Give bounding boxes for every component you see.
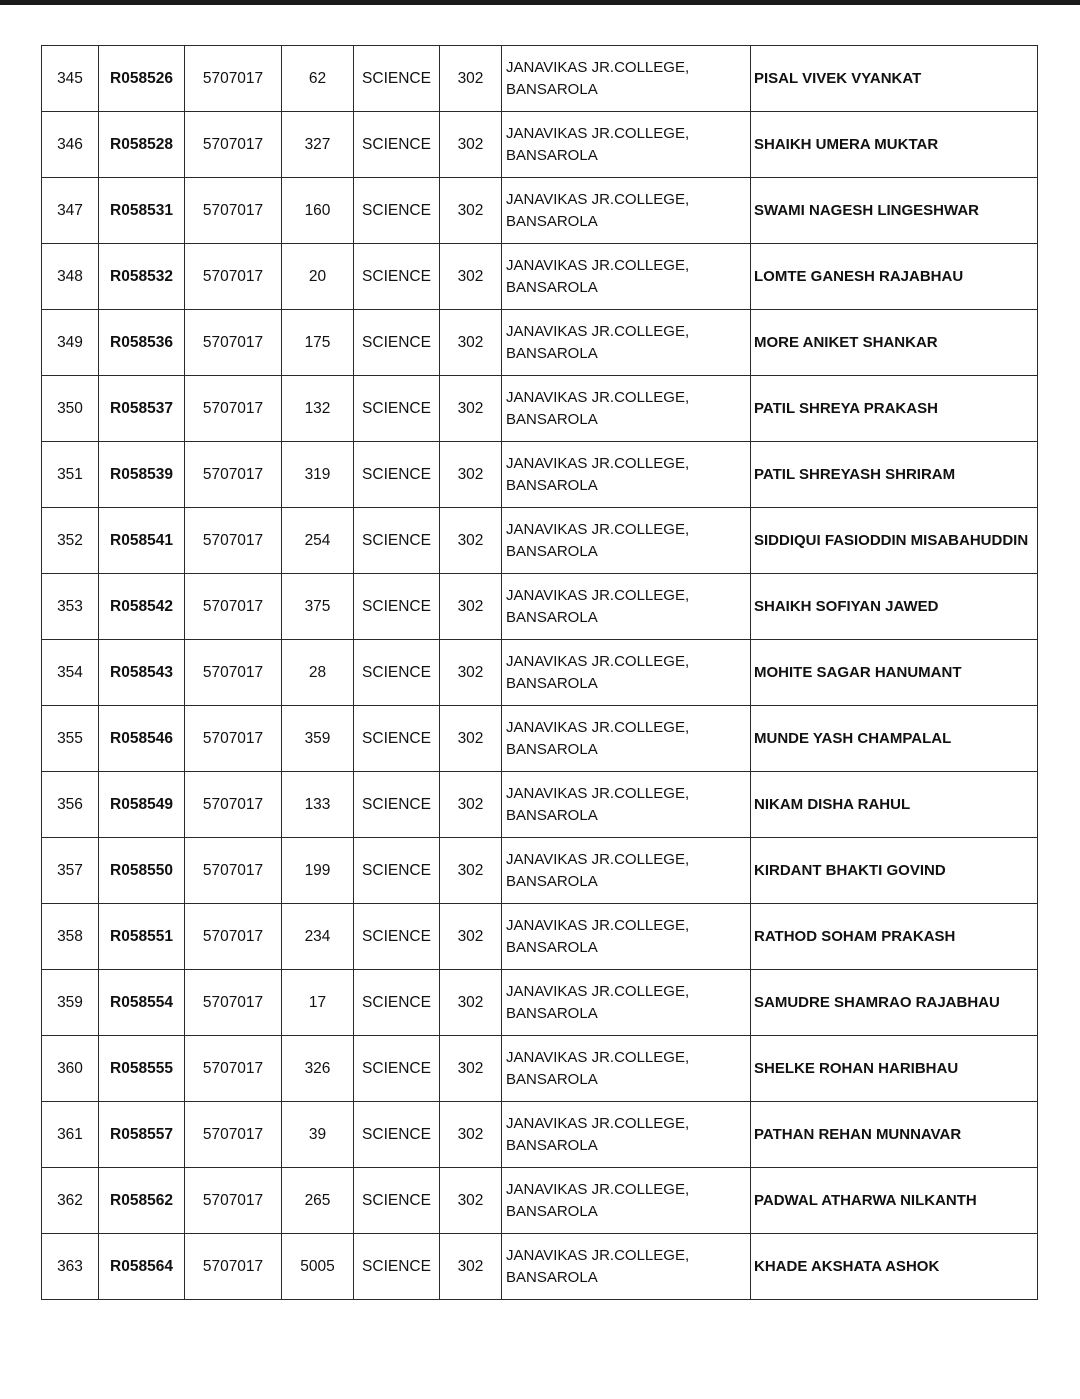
college-name-cell — [502, 112, 751, 178]
seat-number-cell: 5005 — [282, 1234, 354, 1300]
college-name-line1: JANAVIKAS JR.COLLEGE, — [506, 586, 690, 604]
table-row — [42, 1168, 1038, 1234]
center-code-cell: 302 — [440, 244, 502, 310]
college-name-cell — [502, 244, 751, 310]
college-name-cell — [502, 838, 751, 904]
college-code-cell: 5707017 — [185, 574, 282, 640]
seat-number-cell: 375 — [282, 574, 354, 640]
serial-number-cell: 355 — [42, 706, 99, 772]
serial-number-cell: 349 — [42, 310, 99, 376]
center-code-cell: 302 — [440, 178, 502, 244]
student-name-cell: SAMUDRE SHAMRAO RAJABHAU — [751, 970, 1038, 1036]
roll-number-cell: R058526 — [99, 46, 185, 112]
college-name-line1: JANAVIKAS JR.COLLEGE, — [506, 388, 690, 406]
college-name-line1: JANAVIKAS JR.COLLEGE, — [506, 124, 690, 142]
college-name-line1: JANAVIKAS JR.COLLEGE, — [506, 982, 690, 1000]
roll-number-cell: R058549 — [99, 772, 185, 838]
serial-number-cell: 353 — [42, 574, 99, 640]
college-name-line1: JANAVIKAS JR.COLLEGE, — [506, 1048, 690, 1066]
roll-number-cell: R058541 — [99, 508, 185, 574]
seat-number-cell: 160 — [282, 178, 354, 244]
serial-number-cell: 348 — [42, 244, 99, 310]
college-name-cell — [502, 1168, 751, 1234]
college-name-cell — [502, 772, 751, 838]
college-code-cell: 5707017 — [185, 1036, 282, 1102]
stream-cell: SCIENCE — [354, 1102, 440, 1168]
student-name-cell: MORE ANIKET SHANKAR — [751, 310, 1038, 376]
stream-cell: SCIENCE — [354, 640, 440, 706]
stream-cell: SCIENCE — [354, 904, 440, 970]
college-name-line2: BANSAROLA — [506, 80, 598, 98]
table-row — [42, 838, 1038, 904]
center-code-cell: 302 — [440, 772, 502, 838]
student-name-cell: PATIL SHREYASH SHRIRAM — [751, 442, 1038, 508]
college-name-line2: BANSAROLA — [506, 938, 598, 956]
table-row — [42, 970, 1038, 1036]
college-code-cell: 5707017 — [185, 838, 282, 904]
seat-number-cell: 39 — [282, 1102, 354, 1168]
college-name-cell — [502, 376, 751, 442]
college-code-cell: 5707017 — [185, 508, 282, 574]
serial-number-cell: 363 — [42, 1234, 99, 1300]
seat-number-cell: 326 — [282, 1036, 354, 1102]
college-name-line2: BANSAROLA — [506, 542, 598, 560]
college-name-line2: BANSAROLA — [506, 872, 598, 890]
serial-number-cell: 362 — [42, 1168, 99, 1234]
college-name-cell — [502, 1102, 751, 1168]
college-name-line1: JANAVIKAS JR.COLLEGE, — [506, 190, 690, 208]
student-name-cell: KIRDANT BHAKTI GOVIND — [751, 838, 1038, 904]
serial-number-cell: 357 — [42, 838, 99, 904]
stream-cell: SCIENCE — [354, 508, 440, 574]
college-code-cell: 5707017 — [185, 1234, 282, 1300]
college-name-line1: JANAVIKAS JR.COLLEGE, — [506, 1114, 690, 1132]
college-name-line1: JANAVIKAS JR.COLLEGE, — [506, 1246, 690, 1264]
center-code-cell: 302 — [440, 112, 502, 178]
stream-cell: SCIENCE — [354, 46, 440, 112]
roll-number-cell: R058536 — [99, 310, 185, 376]
college-name-line1: JANAVIKAS JR.COLLEGE, — [506, 718, 690, 736]
college-name-line2: BANSAROLA — [506, 146, 598, 164]
student-name-cell: SHAIKH SOFIYAN JAWED — [751, 574, 1038, 640]
college-name-line2: BANSAROLA — [506, 212, 598, 230]
serial-number-cell: 347 — [42, 178, 99, 244]
stream-cell: SCIENCE — [354, 838, 440, 904]
center-code-cell: 302 — [440, 838, 502, 904]
college-name-line2: BANSAROLA — [506, 740, 598, 758]
college-name-line2: BANSAROLA — [506, 278, 598, 296]
table-row — [42, 112, 1038, 178]
college-code-cell: 5707017 — [185, 904, 282, 970]
roll-number-cell: R058564 — [99, 1234, 185, 1300]
serial-number-cell: 352 — [42, 508, 99, 574]
student-name-cell: MUNDE YASH CHAMPALAL — [751, 706, 1038, 772]
college-name-line1: JANAVIKAS JR.COLLEGE, — [506, 652, 690, 670]
roll-number-cell: R058554 — [99, 970, 185, 1036]
college-name-cell — [502, 1234, 751, 1300]
roll-number-cell: R058528 — [99, 112, 185, 178]
college-code-cell: 5707017 — [185, 442, 282, 508]
seat-number-cell: 254 — [282, 508, 354, 574]
college-name-cell — [502, 1036, 751, 1102]
seat-number-cell: 20 — [282, 244, 354, 310]
table-row — [42, 706, 1038, 772]
college-code-cell: 5707017 — [185, 310, 282, 376]
seat-number-cell: 327 — [282, 112, 354, 178]
center-code-cell: 302 — [440, 376, 502, 442]
seat-number-cell: 17 — [282, 970, 354, 1036]
results-table-body — [42, 46, 1038, 1300]
college-name-line2: BANSAROLA — [506, 410, 598, 428]
top-rule — [0, 0, 1080, 5]
college-name-line1: JANAVIKAS JR.COLLEGE, — [506, 784, 690, 802]
student-name-cell: MOHITE SAGAR HANUMANT — [751, 640, 1038, 706]
student-name-cell: RATHOD SOHAM PRAKASH — [751, 904, 1038, 970]
college-name-line1: JANAVIKAS JR.COLLEGE, — [506, 256, 690, 274]
college-name-cell — [502, 310, 751, 376]
serial-number-cell: 361 — [42, 1102, 99, 1168]
table-row — [42, 1234, 1038, 1300]
college-name-line1: JANAVIKAS JR.COLLEGE, — [506, 454, 690, 472]
center-code-cell: 302 — [440, 442, 502, 508]
center-code-cell: 302 — [440, 310, 502, 376]
roll-number-cell: R058539 — [99, 442, 185, 508]
roll-number-cell: R058551 — [99, 904, 185, 970]
student-name-cell: PADWAL ATHARWA NILKANTH — [751, 1168, 1038, 1234]
college-name-line1: JANAVIKAS JR.COLLEGE, — [506, 322, 690, 340]
student-name-cell: SHELKE ROHAN HARIBHAU — [751, 1036, 1038, 1102]
college-code-cell: 5707017 — [185, 178, 282, 244]
college-name-line1: JANAVIKAS JR.COLLEGE, — [506, 58, 690, 76]
college-code-cell: 5707017 — [185, 772, 282, 838]
center-code-cell: 302 — [440, 1168, 502, 1234]
college-name-cell — [502, 706, 751, 772]
serial-number-cell: 354 — [42, 640, 99, 706]
student-name-cell: SHAIKH UMERA MUKTAR — [751, 112, 1038, 178]
serial-number-cell: 346 — [42, 112, 99, 178]
student-name-cell: NIKAM DISHA RAHUL — [751, 772, 1038, 838]
stream-cell: SCIENCE — [354, 706, 440, 772]
serial-number-cell: 356 — [42, 772, 99, 838]
college-name-line2: BANSAROLA — [506, 608, 598, 626]
roll-number-cell: R058543 — [99, 640, 185, 706]
table-row — [42, 1102, 1038, 1168]
college-name-line2: BANSAROLA — [506, 1070, 598, 1088]
seat-number-cell: 359 — [282, 706, 354, 772]
table-row — [42, 46, 1038, 112]
college-name-line2: BANSAROLA — [506, 1004, 598, 1022]
center-code-cell: 302 — [440, 970, 502, 1036]
center-code-cell: 302 — [440, 1234, 502, 1300]
serial-number-cell: 358 — [42, 904, 99, 970]
stream-cell: SCIENCE — [354, 574, 440, 640]
roll-number-cell: R058550 — [99, 838, 185, 904]
roll-number-cell: R058562 — [99, 1168, 185, 1234]
seat-number-cell: 265 — [282, 1168, 354, 1234]
college-name-cell — [502, 508, 751, 574]
results-table — [41, 45, 1038, 1300]
stream-cell: SCIENCE — [354, 178, 440, 244]
college-name-line1: JANAVIKAS JR.COLLEGE, — [506, 1180, 690, 1198]
college-name-line2: BANSAROLA — [506, 1202, 598, 1220]
stream-cell: SCIENCE — [354, 112, 440, 178]
table-row — [42, 178, 1038, 244]
student-name-cell: PISAL VIVEK VYANKAT — [751, 46, 1038, 112]
roll-number-cell: R058542 — [99, 574, 185, 640]
college-code-cell: 5707017 — [185, 244, 282, 310]
college-name-cell — [502, 640, 751, 706]
college-name-line2: BANSAROLA — [506, 344, 598, 362]
college-name-line2: BANSAROLA — [506, 1136, 598, 1154]
seat-number-cell: 62 — [282, 46, 354, 112]
student-name-cell: SIDDIQUI FASIODDIN MISABAHUDDIN — [751, 508, 1038, 574]
stream-cell: SCIENCE — [354, 376, 440, 442]
table-row — [42, 376, 1038, 442]
table-row — [42, 244, 1038, 310]
student-name-cell: PATIL SHREYA PRAKASH — [751, 376, 1038, 442]
student-name-cell: KHADE AKSHATA ASHOK — [751, 1234, 1038, 1300]
college-code-cell: 5707017 — [185, 1168, 282, 1234]
table-row — [42, 442, 1038, 508]
college-code-cell: 5707017 — [185, 46, 282, 112]
center-code-cell: 302 — [440, 1036, 502, 1102]
roll-number-cell: R058532 — [99, 244, 185, 310]
stream-cell: SCIENCE — [354, 970, 440, 1036]
college-name-cell — [502, 904, 751, 970]
serial-number-cell: 345 — [42, 46, 99, 112]
college-name-cell — [502, 442, 751, 508]
table-row — [42, 574, 1038, 640]
college-name-line2: BANSAROLA — [506, 674, 598, 692]
college-code-cell: 5707017 — [185, 706, 282, 772]
serial-number-cell: 350 — [42, 376, 99, 442]
college-name-line1: JANAVIKAS JR.COLLEGE, — [506, 520, 690, 538]
table-row — [42, 640, 1038, 706]
table-row — [42, 772, 1038, 838]
college-name-cell — [502, 970, 751, 1036]
college-name-line2: BANSAROLA — [506, 806, 598, 824]
college-code-cell: 5707017 — [185, 640, 282, 706]
center-code-cell: 302 — [440, 706, 502, 772]
serial-number-cell: 351 — [42, 442, 99, 508]
seat-number-cell: 28 — [282, 640, 354, 706]
roll-number-cell: R058555 — [99, 1036, 185, 1102]
college-name-line1: JANAVIKAS JR.COLLEGE, — [506, 916, 690, 934]
college-code-cell: 5707017 — [185, 1102, 282, 1168]
stream-cell: SCIENCE — [354, 1168, 440, 1234]
center-code-cell: 302 — [440, 640, 502, 706]
roll-number-cell: R058537 — [99, 376, 185, 442]
serial-number-cell: 359 — [42, 970, 99, 1036]
stream-cell: SCIENCE — [354, 244, 440, 310]
seat-number-cell: 132 — [282, 376, 354, 442]
college-name-line2: BANSAROLA — [506, 476, 598, 494]
table-row — [42, 904, 1038, 970]
stream-cell: SCIENCE — [354, 310, 440, 376]
roll-number-cell: R058531 — [99, 178, 185, 244]
college-code-cell: 5707017 — [185, 970, 282, 1036]
center-code-cell: 302 — [440, 574, 502, 640]
student-name-cell: LOMTE GANESH RAJABHAU — [751, 244, 1038, 310]
stream-cell: SCIENCE — [354, 442, 440, 508]
roll-number-cell: R058546 — [99, 706, 185, 772]
seat-number-cell: 175 — [282, 310, 354, 376]
stream-cell: SCIENCE — [354, 1234, 440, 1300]
stream-cell: SCIENCE — [354, 1036, 440, 1102]
seat-number-cell: 234 — [282, 904, 354, 970]
college-name-line2: BANSAROLA — [506, 1268, 598, 1286]
college-name-line1: JANAVIKAS JR.COLLEGE, — [506, 850, 690, 868]
table-row — [42, 508, 1038, 574]
seat-number-cell: 133 — [282, 772, 354, 838]
student-name-cell: SWAMI NAGESH LINGESHWAR — [751, 178, 1038, 244]
table-row — [42, 310, 1038, 376]
serial-number-cell: 360 — [42, 1036, 99, 1102]
center-code-cell: 302 — [440, 508, 502, 574]
roll-number-cell: R058557 — [99, 1102, 185, 1168]
center-code-cell: 302 — [440, 1102, 502, 1168]
stream-cell: SCIENCE — [354, 772, 440, 838]
college-code-cell: 5707017 — [185, 376, 282, 442]
seat-number-cell: 199 — [282, 838, 354, 904]
table-row — [42, 1036, 1038, 1102]
college-name-cell — [502, 178, 751, 244]
college-code-cell: 5707017 — [185, 112, 282, 178]
college-name-cell — [502, 46, 751, 112]
center-code-cell: 302 — [440, 904, 502, 970]
student-name-cell: PATHAN REHAN MUNNAVAR — [751, 1102, 1038, 1168]
center-code-cell: 302 — [440, 46, 502, 112]
college-name-cell — [502, 574, 751, 640]
seat-number-cell: 319 — [282, 442, 354, 508]
